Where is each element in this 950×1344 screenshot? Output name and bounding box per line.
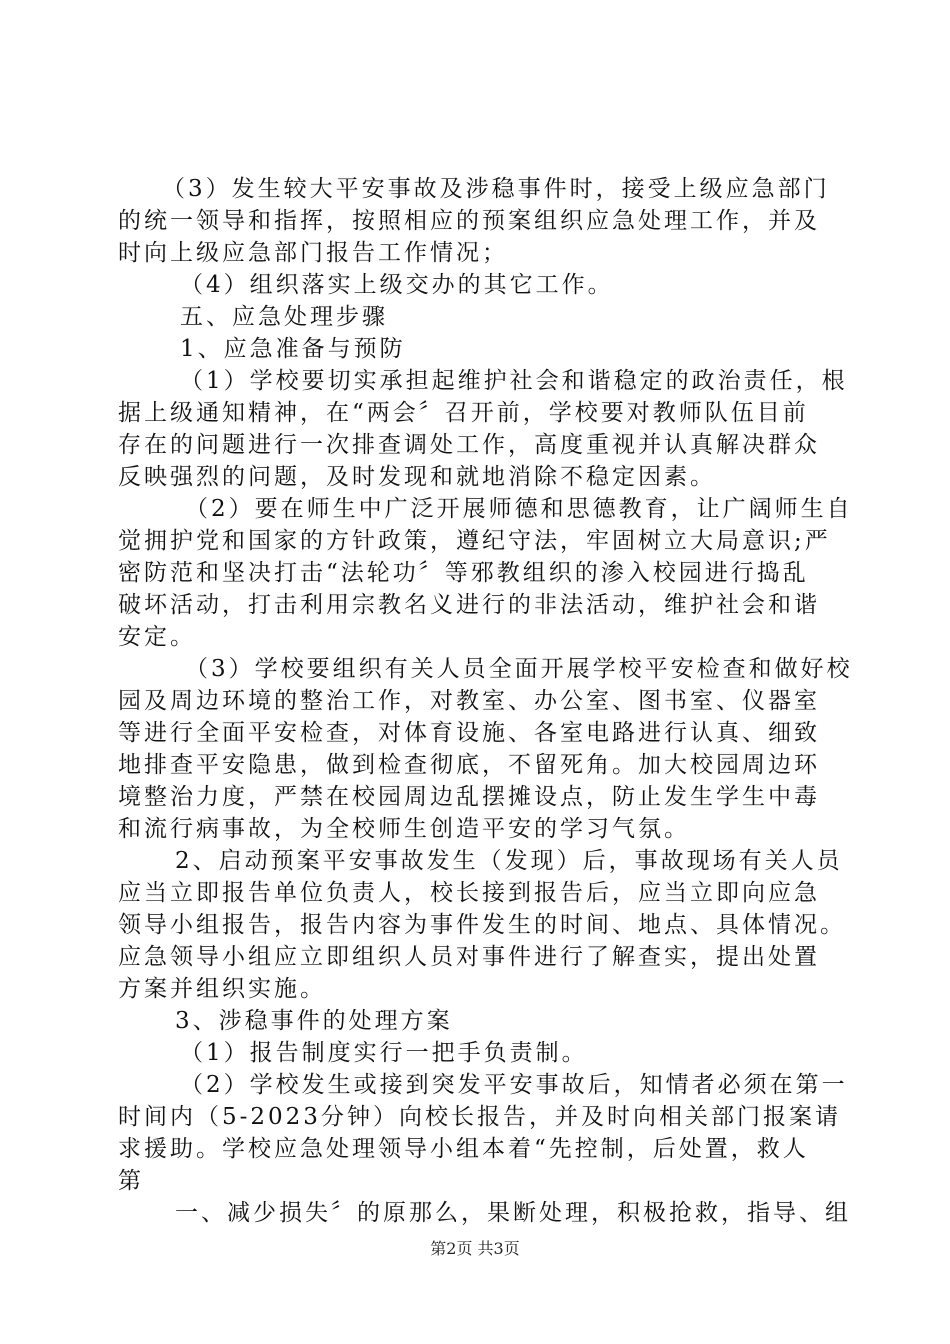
text-line: 反映强烈的问题，及时发现和就地消除不稳定因素。 bbox=[118, 464, 716, 490]
text-line: 一、减少损失〞的原那么，果断处理，积极抢救，指导、组 bbox=[175, 1200, 851, 1226]
subsection-heading: 1、应急准备与预防 bbox=[180, 336, 406, 362]
text-line: 应急领导小组应立即组织人员对事件进行了解查实，提出处置 bbox=[118, 944, 820, 970]
text-line: （3）发生较大平安事故及涉稳事件时，接受上级应急部门 bbox=[162, 176, 830, 202]
text-line: 方案并组织实施。 bbox=[118, 976, 326, 1002]
text-line: 应当立即报告单位负责人，校长接到报告后，应当立即向应急 bbox=[118, 880, 820, 906]
text-line: （1）学校要切实承担起维护社会和谐稳定的政治责任，根 bbox=[180, 368, 848, 394]
text-line: 的统一领导和指挥，按照相应的预案组织应急处理工作，并及 bbox=[118, 208, 820, 234]
section-heading: 五、应急处理步骤 bbox=[180, 304, 388, 330]
text-line: 园及周边环境的整治工作，对教室、办公室、图书室、仪器室 bbox=[118, 688, 820, 714]
text-line: 密防范和坚决打击“法轮功〞等邪教组织的渗入校园进行捣乱 bbox=[118, 560, 809, 586]
text-line: 境整治力度，严禁在校园周边乱摆摊设点，防止发生学生中毒 bbox=[118, 784, 820, 810]
text-line: （4）组织落实上级交办的其它工作。 bbox=[180, 272, 614, 298]
text-line: 和流行病事故，为全校师生创造平安的学习气氛。 bbox=[118, 816, 690, 842]
text-line: 安定。 bbox=[118, 624, 196, 650]
text-line: 据上级通知精神，在“两会〞召开前，学校要对教师队伍目前 bbox=[118, 400, 809, 426]
text-line: 等进行全面平安检查，对体育设施、各室电路进行认真、细致 bbox=[118, 720, 820, 746]
text-line: 2、启动预案平安事故发生（发现）后，事故现场有关人员 bbox=[175, 848, 843, 874]
text-line: 时向上级应急部门报告工作情况； bbox=[118, 240, 508, 266]
text-line: 第 bbox=[118, 1168, 144, 1194]
text-line: 破坏活动，打击利用宗教名义进行的非法活动，维护社会和谐 bbox=[118, 592, 820, 618]
text-line: （2）学校发生或接到突发平安事故后，知情者必须在第一 bbox=[180, 1072, 848, 1098]
text-line: 领导小组报告，报告内容为事件发生的时间、地点、具体情况。 bbox=[118, 912, 846, 938]
text-line: 时间内（5-2023分钟）向校长报告，并及时向相关部门报案请 bbox=[118, 1104, 841, 1130]
text-line: 存在的问题进行一次排查调处工作，高度重视并认真解决群众 bbox=[118, 432, 820, 458]
text-line: （2）要在师生中广泛开展师德和思德教育，让广阔师生自 bbox=[185, 496, 853, 522]
text-line: （1）报告制度实行一把手负责制。 bbox=[180, 1040, 588, 1066]
page-number-label: 第2页 共3页 bbox=[430, 1239, 520, 1258]
text-line: 觉拥护党和国家的方针政策，遵纪守法，牢固树立大局意识;严 bbox=[118, 528, 831, 554]
text-line: 求援助。学校应急处理领导小组本着“先控制，后处置，救人 bbox=[118, 1136, 809, 1162]
page-footer bbox=[0, 1239, 950, 1259]
subsection-heading: 3、涉稳事件的处理方案 bbox=[175, 1008, 453, 1034]
text-line: 地排查平安隐患，做到检查彻底，不留死角。加大校园周边环 bbox=[118, 752, 820, 778]
text-line: （3）学校要组织有关人员全面开展学校平安检查和做好校 bbox=[185, 656, 853, 682]
